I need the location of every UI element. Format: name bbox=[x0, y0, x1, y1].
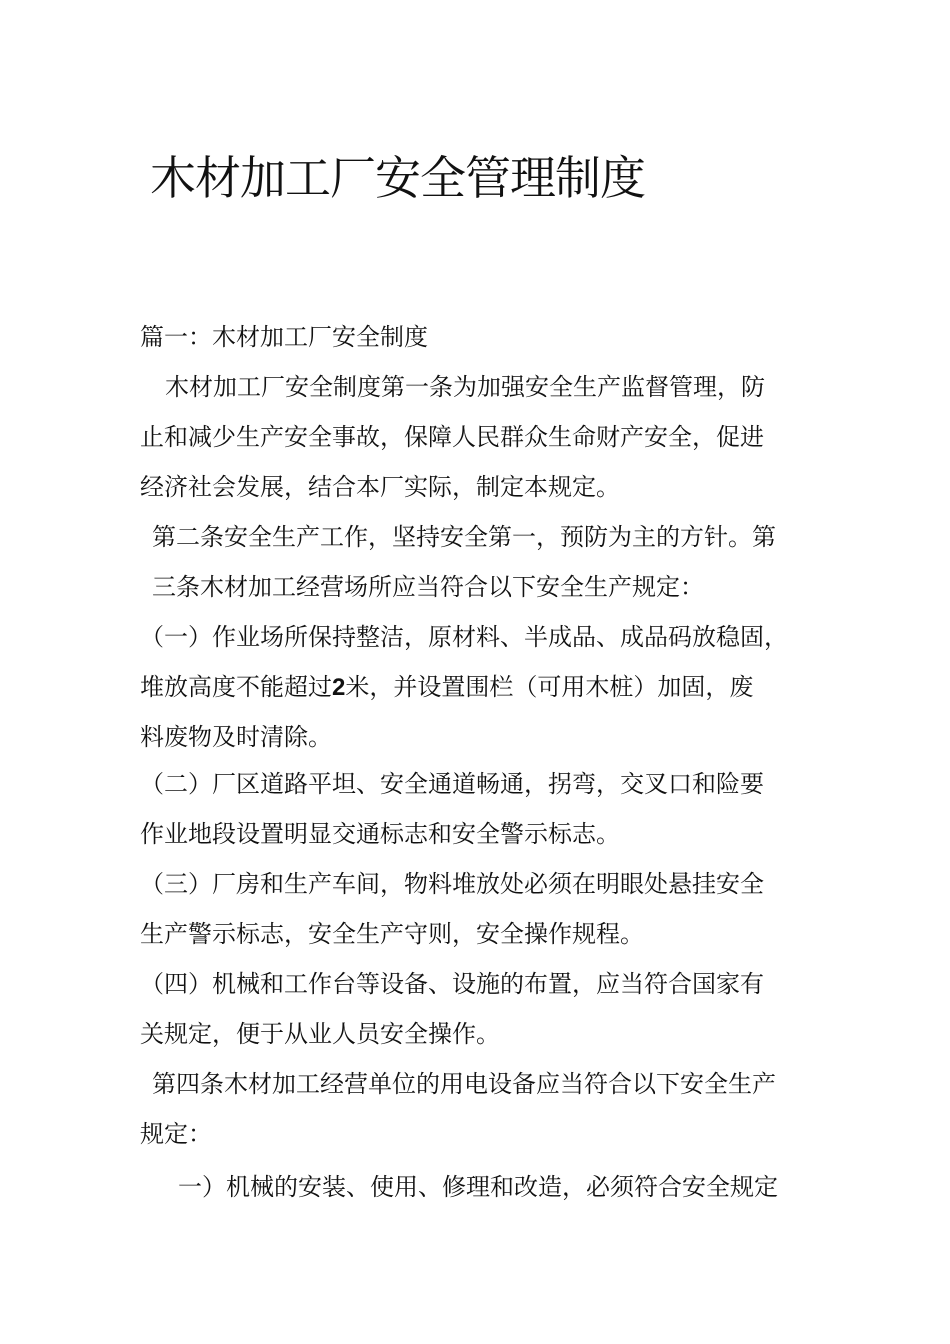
text-line: 木材加工厂安全制度第一条为加强安全生产监督管理，防 bbox=[165, 373, 765, 401]
text-line: 一）机械的安装、使用、修理和改造，必须符合安全规定 bbox=[178, 1173, 778, 1201]
document-title: 木材加工厂安全管理制度 bbox=[150, 151, 645, 205]
text-line: 第二条安全生产工作，坚持安全第一，预防为主的方针。第 bbox=[152, 523, 776, 551]
text-line: （四）机械和工作台等设备、设施的布置，应当符合国家有 bbox=[140, 970, 764, 998]
text-line: 第四条木材加工经营单位的用电设备应当符合以下安全生产 bbox=[152, 1070, 776, 1098]
text-line: 经济社会发展，结合本厂实际，制定本规定。 bbox=[140, 473, 620, 501]
height-limit-number: 2 bbox=[332, 674, 346, 701]
text-line: （三）厂房和生产车间，物料堆放处必须在明眼处悬挂安全 bbox=[140, 870, 764, 898]
section-heading: 篇一：木材加工厂安全制度 bbox=[140, 323, 428, 351]
text-line: 三条木材加工经营场所应当符合以下安全生产规定： bbox=[152, 573, 704, 601]
text-line bbox=[140, 672, 753, 703]
text-segment: 堆放高度不能超过 bbox=[140, 673, 332, 701]
text-line: （二）厂区道路平坦、安全通道畅通，拐弯，交叉口和险要 bbox=[140, 770, 764, 798]
text-line: 关规定，便于从业人员安全操作。 bbox=[140, 1020, 500, 1048]
text-line: 规定： bbox=[140, 1120, 212, 1148]
text-line: 料废物及时清除。 bbox=[140, 723, 332, 751]
text-line: （一）作业场所保持整洁，原材料、半成品、成品码放稳固， bbox=[140, 623, 788, 651]
text-line: 生产警示标志，安全生产守则，安全操作规程。 bbox=[140, 920, 644, 948]
text-line: 作业地段设置明显交通标志和安全警示标志。 bbox=[140, 820, 620, 848]
text-segment: 米，并设置围栏（可用木桩）加固，废 bbox=[345, 673, 754, 701]
text-line: 止和减少生产安全事故，保障人民群众生命财产安全，促进 bbox=[140, 423, 764, 451]
